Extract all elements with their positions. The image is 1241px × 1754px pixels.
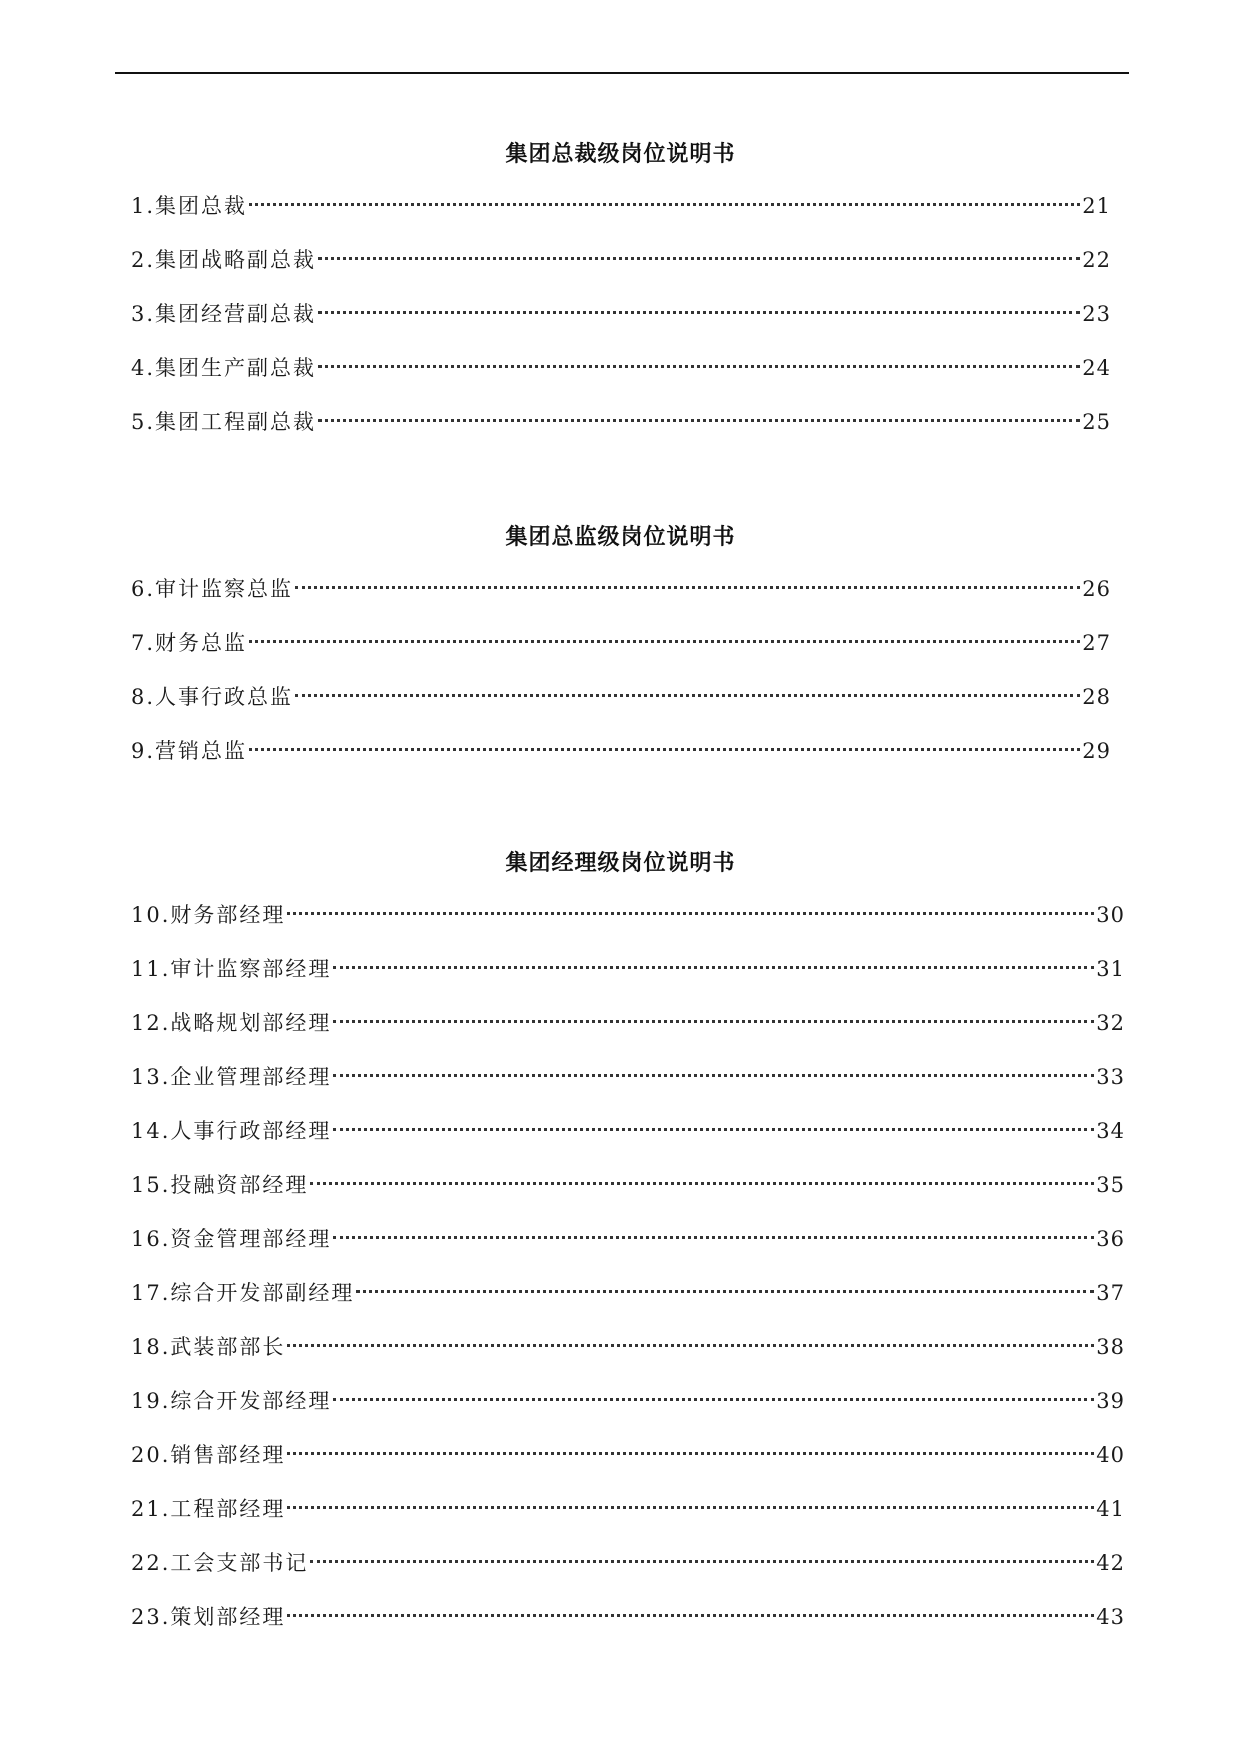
toc-page-number: 28 xyxy=(1082,685,1111,709)
toc-entry-label: 18.武装部部长 xyxy=(131,1335,286,1359)
toc-page-number: 36 xyxy=(1096,1227,1125,1251)
toc-page-number: 37 xyxy=(1096,1281,1125,1305)
toc-page-number: 27 xyxy=(1082,631,1111,655)
toc-entry-label: 5.集团工程副总裁 xyxy=(131,410,317,434)
dot-leader xyxy=(287,1452,1094,1455)
dot-leader xyxy=(333,1398,1094,1401)
toc-entry-label: 10.财务部经理 xyxy=(131,903,286,927)
toc-entry-label: 2.集团战略副总裁 xyxy=(131,248,317,272)
toc-page-number: 23 xyxy=(1082,302,1111,326)
toc-page-number: 26 xyxy=(1082,577,1111,601)
toc-entry-label: 16.资金管理部经理 xyxy=(131,1227,332,1251)
toc-entry[interactable] xyxy=(131,1494,1125,1524)
toc-page-number: 34 xyxy=(1096,1119,1125,1143)
toc-page-number: 32 xyxy=(1096,1011,1125,1035)
dot-leader xyxy=(318,311,1080,314)
toc-page-number: 39 xyxy=(1096,1389,1125,1413)
toc-page-number: 25 xyxy=(1082,410,1111,434)
toc-page-number: 43 xyxy=(1096,1605,1125,1629)
toc-entry-label: 11.审计监察部经理 xyxy=(131,957,332,981)
dot-leader xyxy=(333,1074,1094,1077)
dot-leader xyxy=(318,365,1080,368)
toc-entry[interactable] xyxy=(131,245,1111,275)
dot-leader xyxy=(287,1614,1094,1617)
toc-entry-label: 13.企业管理部经理 xyxy=(131,1065,332,1089)
dot-leader xyxy=(333,1020,1094,1023)
toc-entry-label: 15.投融资部经理 xyxy=(131,1173,309,1197)
toc-page-number: 24 xyxy=(1082,356,1111,380)
toc-entry[interactable] xyxy=(131,574,1111,604)
dot-leader xyxy=(318,257,1080,260)
toc-page-number: 21 xyxy=(1082,194,1111,218)
dot-leader xyxy=(287,912,1094,915)
toc-entry[interactable] xyxy=(131,628,1111,658)
toc-page-number: 31 xyxy=(1096,957,1125,981)
toc-page-number: 41 xyxy=(1096,1497,1125,1521)
toc-entry[interactable] xyxy=(131,1170,1125,1200)
toc-page-number: 29 xyxy=(1082,739,1111,763)
toc-entry[interactable] xyxy=(131,1332,1125,1362)
dot-leader xyxy=(333,1236,1094,1239)
toc-entry-label: 21.工程部经理 xyxy=(131,1497,286,1521)
dot-leader xyxy=(310,1182,1094,1185)
dot-leader xyxy=(249,203,1080,206)
toc-entry-label: 22.工会支部书记 xyxy=(131,1551,309,1575)
toc-entry-label: 23.策划部经理 xyxy=(131,1605,286,1629)
toc-entry[interactable] xyxy=(131,682,1111,712)
toc-entry[interactable] xyxy=(131,900,1125,930)
toc-entry-label: 1.集团总裁 xyxy=(131,194,248,218)
section-title-manager: 集团经理级岗位说明书 xyxy=(505,851,736,876)
toc-entry[interactable] xyxy=(131,1602,1125,1632)
toc-entry[interactable] xyxy=(131,954,1125,984)
toc-page-number: 40 xyxy=(1096,1443,1125,1467)
dot-leader xyxy=(356,1290,1094,1293)
dot-leader xyxy=(295,586,1080,589)
toc-page-number: 42 xyxy=(1096,1551,1125,1575)
toc-entry[interactable] xyxy=(131,1386,1125,1416)
toc-entry[interactable] xyxy=(131,1548,1125,1578)
toc-entry-label: 17.综合开发部副经理 xyxy=(131,1281,355,1305)
toc-entry[interactable] xyxy=(131,736,1111,766)
toc-entry-label: 3.集团经营副总裁 xyxy=(131,302,317,326)
toc-entry-label: 19.综合开发部经理 xyxy=(131,1389,332,1413)
dot-leader xyxy=(295,694,1080,697)
toc-page-number: 33 xyxy=(1096,1065,1125,1089)
toc-page-number: 30 xyxy=(1096,903,1125,927)
toc-entry-label: 4.集团生产副总裁 xyxy=(131,356,317,380)
toc-entry-label: 8.人事行政总监 xyxy=(131,685,294,709)
toc-entry-label: 7.财务总监 xyxy=(131,631,248,655)
toc-entry-label: 12.战略规划部经理 xyxy=(131,1011,332,1035)
toc-entry-label: 6.审计监察总监 xyxy=(131,577,294,601)
toc-entry[interactable] xyxy=(131,191,1111,221)
toc-entry[interactable] xyxy=(131,1062,1125,1092)
toc-entry[interactable] xyxy=(131,353,1111,383)
toc-page-number: 22 xyxy=(1082,248,1111,272)
toc-entry[interactable] xyxy=(131,1440,1125,1470)
section-title-director: 集团总监级岗位说明书 xyxy=(505,525,736,550)
dot-leader xyxy=(333,1128,1094,1131)
section-title-president: 集团总裁级岗位说明书 xyxy=(505,142,736,167)
dot-leader xyxy=(333,966,1094,969)
header-rule xyxy=(115,72,1129,74)
toc-entry[interactable] xyxy=(131,1278,1125,1308)
toc-entry[interactable] xyxy=(131,407,1111,437)
toc-page-number: 38 xyxy=(1096,1335,1125,1359)
dot-leader xyxy=(249,640,1080,643)
toc-entry-label: 9.营销总监 xyxy=(131,739,248,763)
dot-leader xyxy=(249,748,1080,751)
toc-page-number: 35 xyxy=(1096,1173,1125,1197)
toc-entry[interactable] xyxy=(131,1224,1125,1254)
dot-leader xyxy=(310,1560,1094,1563)
toc-entry[interactable] xyxy=(131,1116,1125,1146)
toc-entry[interactable] xyxy=(131,1008,1125,1038)
dot-leader xyxy=(287,1506,1094,1509)
dot-leader xyxy=(318,419,1080,422)
toc-entry-label: 14.人事行政部经理 xyxy=(131,1119,332,1143)
dot-leader xyxy=(287,1344,1094,1347)
toc-entry-label: 20.销售部经理 xyxy=(131,1443,286,1467)
toc-entry[interactable] xyxy=(131,299,1111,329)
